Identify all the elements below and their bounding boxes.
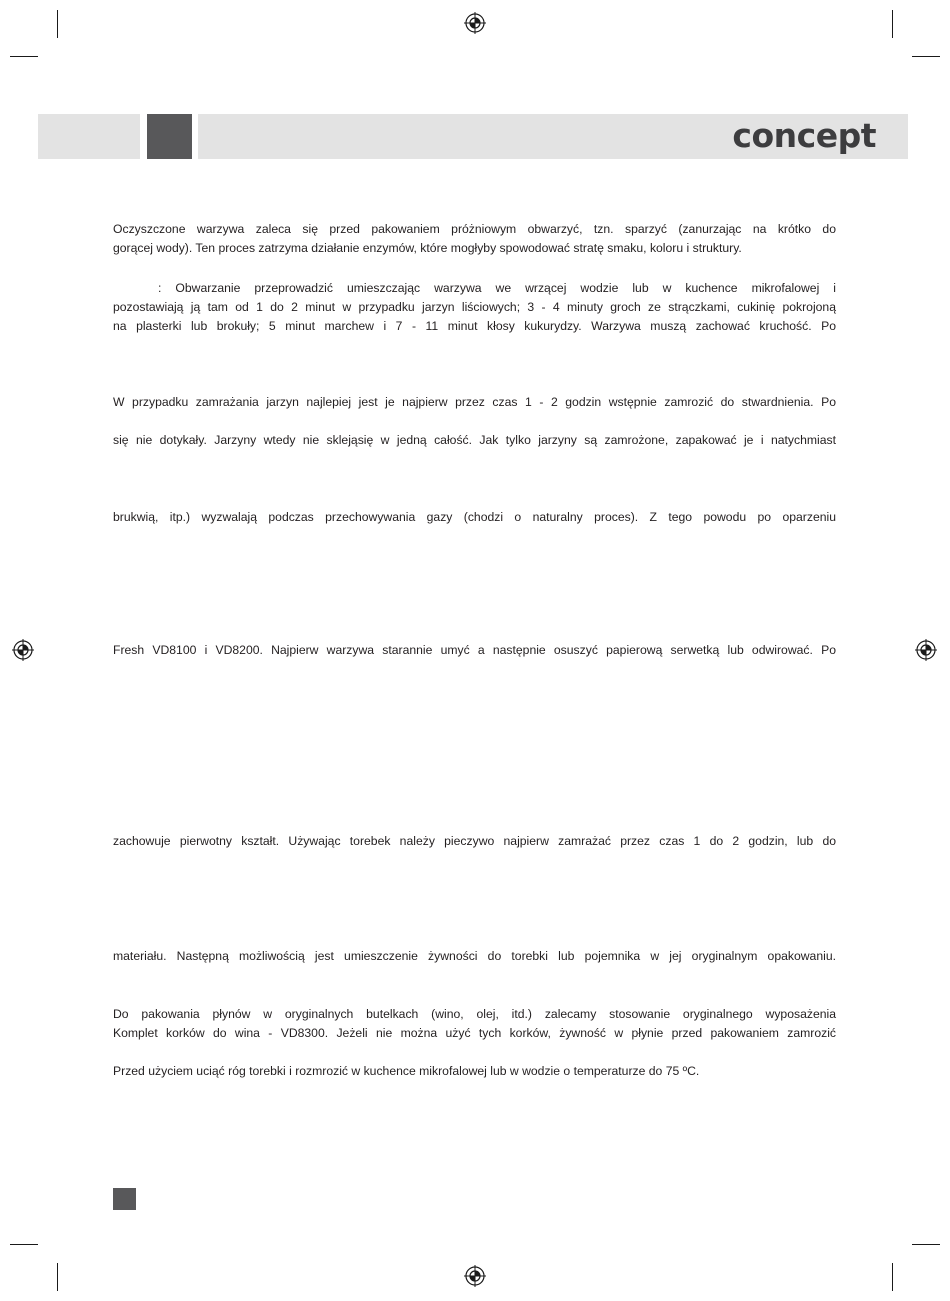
text-line: gorącej wody). Ten proces zatrzyma działanie enzymów, które mogłyby spowodować stratę smaku, koloru i struktury.: [113, 241, 742, 255]
paragraph-liquids: [113, 1005, 836, 1043]
footer-page-marker: [113, 1188, 136, 1210]
text-line: na plasterki lub brokuły; 5 minut marchew i 7 - 11 minut kłosy kukurydzy. Warzywa muszą zachować kruchość. Po: [113, 319, 836, 333]
crop-mark: [892, 1263, 893, 1291]
paragraph-blanching-intro: [113, 220, 836, 258]
crop-mark: [10, 1244, 38, 1245]
paragraph-thawing: Przed użyciem uciąć róg torebki i rozmrozić w kuchence mikrofalowej lub w wodzie o temperaturze do 75 ºC.: [113, 1064, 700, 1078]
crop-mark: [10, 56, 38, 57]
registration-mark-icon: [464, 1265, 486, 1287]
header-left-block: [38, 114, 140, 159]
registration-mark-icon: [464, 12, 486, 34]
paragraph-bread: zachowuje pierwotny kształt. Używając torebek należy pieczywo najpierw zamrażać przez czas 1 do 2 godzin, lub do: [113, 834, 836, 848]
crop-mark: [57, 10, 58, 38]
paragraph-original-packaging: materiału. Następną możliwością jest umieszczenie żywności do torebki lub pojemnika w jej oryginalnym opakowaniu.: [113, 949, 836, 963]
paragraph-blanching-times: [113, 279, 836, 336]
brand-logo: concept: [732, 116, 876, 155]
crop-mark: [892, 10, 893, 38]
paragraph-gases: brukwią, itp.) wyzwalają podczas przechowywania gazy (chodzi o naturalny proces). Z tego powodu po oparzeniu: [113, 510, 836, 524]
crop-mark: [57, 1263, 58, 1291]
text-line: Oczyszczone warzywa zaleca się przed pakowaniem próżniowym obwarzyć, tzn. sparzyć (zanurzając na krótko do: [113, 222, 836, 236]
paragraph-fresh-models: Fresh VD8100 i VD8200. Najpierw warzywa starannie umyć a następnie osuszyć papierową serwetką lub odwirować. Po: [113, 643, 836, 657]
header-accent-square: [147, 114, 192, 159]
text-line: Do pakowania płynów w oryginalnych butelkach (wino, olej, itd.) zalecamy stosowanie oryginalnego wyposażenia: [113, 1007, 836, 1021]
paragraph-separate: się nie dotykały. Jarzyny wtedy nie sklejąsię w jedną całość. Jak tylko jarzyny są zamrożone, zapakować je i natychmiast: [113, 433, 836, 447]
registration-mark-icon: [915, 639, 937, 661]
registration-mark-icon: [12, 639, 34, 661]
text-line: pozostawiają ją tam od 1 do 2 minut w przypadku jarzyn liściowych; 3 - 4 minuty groch ze strączkami, cukinię pokrojoną: [113, 300, 836, 314]
paragraph-prefreeze: W przypadku zamrażania jarzyn najlepiej jest je najpierw przez czas 1 - 2 godzin wstępnie zamrozić do stwardnienia. Po: [113, 395, 836, 409]
crop-mark: [912, 1244, 940, 1245]
crop-mark: [912, 56, 940, 57]
text-line: : Obwarzanie przeprowadzić umieszczając warzywa we wrzącej wodzie lub w kuchence mikrofalowej i: [158, 281, 836, 295]
text-line: Komplet korków do wina - VD8300. Jeżeli nie można użyć tych korków, żywność w płynie przed pakowaniem zamrozić: [113, 1026, 836, 1040]
